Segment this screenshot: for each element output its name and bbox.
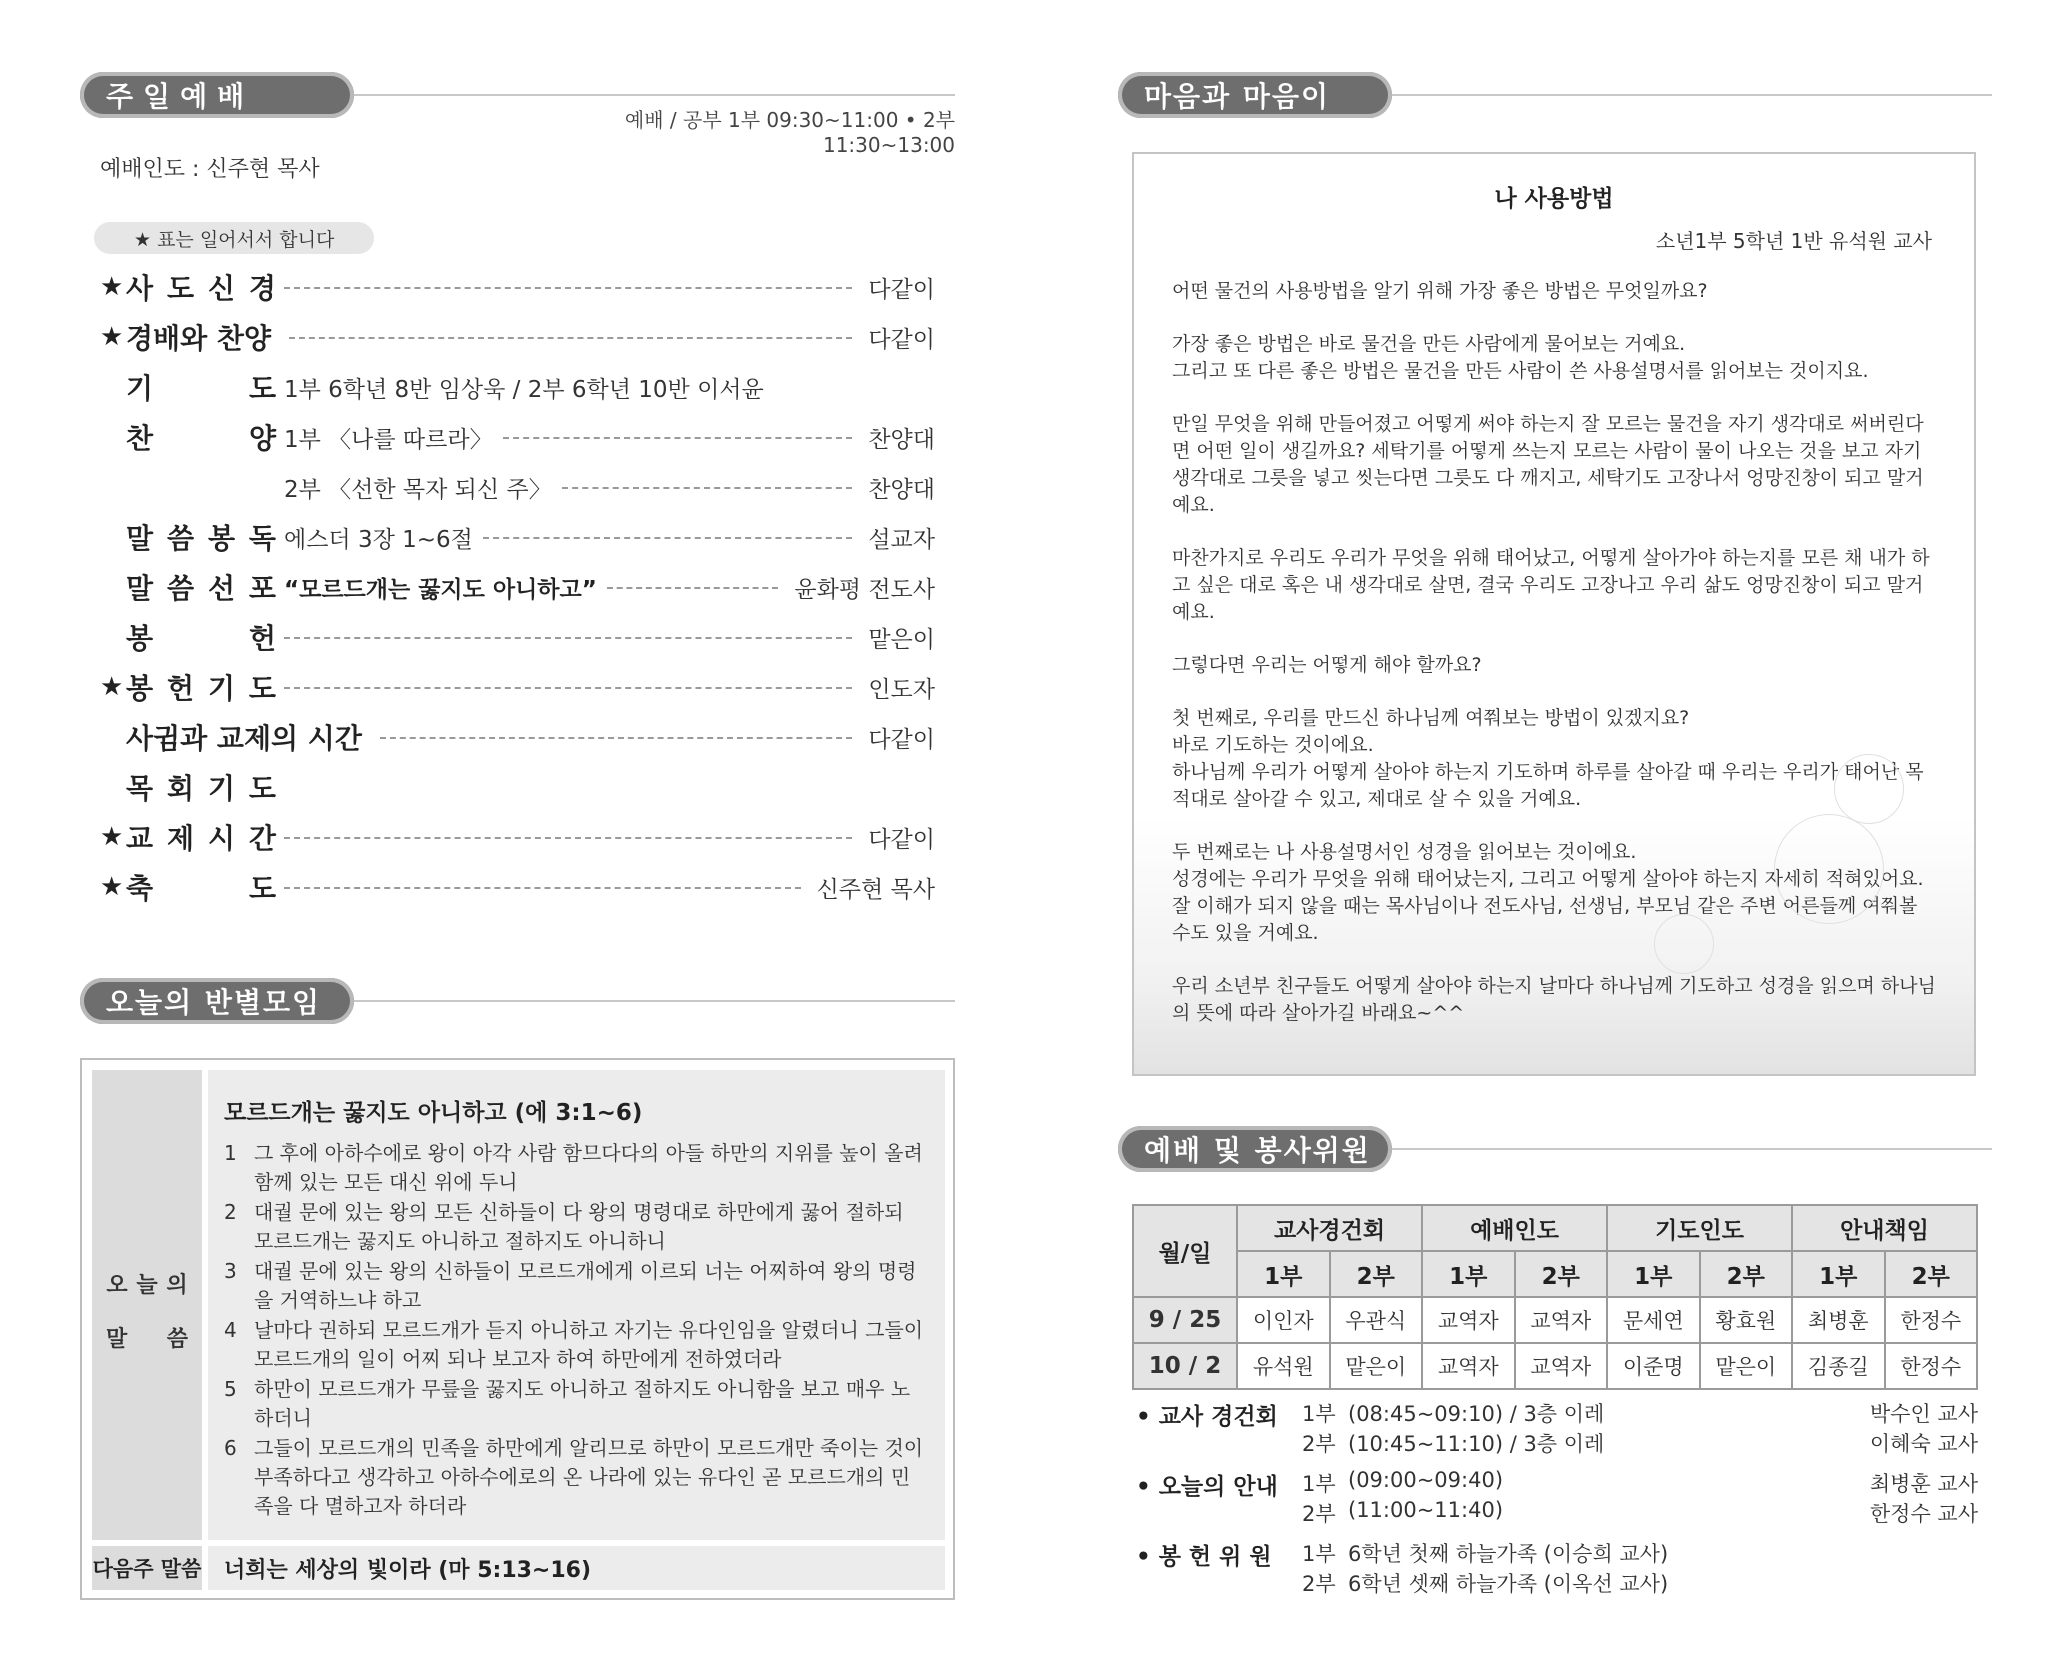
table-header-row (1133, 1205, 1977, 1251)
devotion-article (1132, 152, 1976, 1076)
worship-order-person: 인도자 (856, 671, 935, 704)
name-cell: 이준명 (1607, 1343, 1700, 1389)
note-spacer (1136, 1528, 1978, 1538)
name-char: 헌 (166, 672, 195, 705)
note-label: • 오늘의 안내 (1136, 1474, 1278, 1500)
worship-order-name (126, 567, 276, 607)
name-char: 축 (126, 872, 154, 905)
worship-order-row (100, 662, 935, 712)
devotion-paragraph: 가장 좋은 방법은 바로 물건을 만든 사람에게 물어보는 거예요. 그리고 또 다른 좋은 방법은 물건을 만든 사람이 쓴 사용설명서를 읽어보는 것이지요. (1172, 333, 1869, 382)
worship-order-name (126, 367, 276, 407)
name-cell: 맡은이 (1700, 1343, 1793, 1389)
group-header: 교사경건회 (1237, 1205, 1422, 1251)
note-row (1136, 1468, 1978, 1498)
dotted-leader (607, 587, 778, 589)
devotion-author: 소년1부 5학년 1반 유석원 교사 (1655, 229, 1932, 253)
devotion-title: 나 사용방법 (1494, 186, 1614, 212)
name-cell: 맡은이 (1330, 1343, 1423, 1389)
name-cell: 황효원 (1700, 1297, 1793, 1343)
divider (354, 94, 955, 96)
name-cell: 유석원 (1237, 1343, 1330, 1389)
worship-order-name (126, 517, 276, 557)
table-row (1133, 1343, 1977, 1389)
flower-decoration-icon (1774, 814, 1884, 924)
note-label: • 봉 헌 위 원 (1136, 1544, 1272, 1570)
note-detail: 6학년 첫째 하늘가족 (이승희 교사) (1348, 1542, 1669, 1566)
stand-note-badge: ★ 표는 일어서서 합니다 (94, 222, 374, 254)
worship-order-name (126, 817, 276, 857)
note-detail: (11:00~11:40) (1348, 1498, 1504, 1522)
verse-item (224, 1139, 929, 1197)
volunteers-section-title: 예배 및 봉사위원 (1118, 1126, 1392, 1172)
worship-order-row (100, 262, 935, 312)
worship-order-person: 다같이 (856, 721, 935, 754)
label-char: 말 (106, 1327, 128, 1352)
name-char: 간 (248, 822, 276, 855)
name-char: 도 (248, 872, 276, 905)
worship-order-name: 경배와 찬양 (126, 322, 271, 355)
note-row (1136, 1398, 1978, 1428)
verse-item (224, 1198, 929, 1256)
note-part: 2부 (1302, 1502, 1336, 1526)
devotion-paragraph: 우리 소년부 친구들도 어떻게 살아야 하는지 날마다 하나님께 기도하고 성경을 읽으며 하나님의 뜻에 따라 살아가길 바래요~^^ (1172, 975, 1936, 1024)
next-week-label: 다음주 말씀 (92, 1546, 202, 1590)
worship-order-person: 다같이 (856, 271, 935, 304)
dotted-leader (380, 737, 852, 739)
note-spacer (1136, 1598, 1978, 1608)
dotted-leader (483, 537, 852, 539)
part-header: 2부 (1885, 1251, 1978, 1297)
dotted-leader (284, 837, 852, 839)
worship-order-person: 맡은이 (856, 621, 935, 654)
worship-order-person: 설교자 (856, 521, 935, 554)
star-icon: ★ (100, 872, 124, 902)
worship-order-person: 다같이 (856, 821, 935, 854)
worship-order-person: 찬양대 (856, 471, 935, 504)
note-person: 박수인 교사 (1869, 1402, 1978, 1426)
next-week-passage: 너희는 세상의 빛이라 (마 5:13~16) (208, 1546, 945, 1590)
note-row (1136, 1428, 1978, 1458)
note-detail: 6학년 셋째 하늘가족 (이옥선 교사) (1348, 1572, 1669, 1596)
name-char: 교 (126, 822, 154, 855)
dotted-leader (562, 487, 852, 489)
note-spacer (1136, 1458, 1978, 1468)
worship-order-desc: 2부 〈선한 목자 되신 주〉 (284, 471, 562, 504)
note-label: • 교사 경건회 (1136, 1404, 1278, 1430)
name-char: 목 (126, 772, 154, 805)
name-cell: 교역자 (1422, 1343, 1515, 1389)
dotted-leader (289, 337, 852, 339)
name-char: 봉 (126, 622, 154, 655)
verse-text: 그 후에 아하수에로 왕이 아각 사람 함므다다의 아들 하만의 지위를 높이 올려 함께 있는 모든 대신 위에 두니 (254, 1141, 923, 1194)
verse-text: 날마다 권하되 모르드개가 듣지 아니하고 자기는 유다인임을 알렸더니 그들이 모르드개의 일이 어찌 되나 보고자 하여 하만에게 전하였더라 (254, 1318, 924, 1371)
note-person: 최병훈 교사 (1869, 1472, 1978, 1496)
name-char: 사 (126, 272, 154, 305)
worship-order-row (100, 762, 935, 812)
part-header: 2부 (1330, 1251, 1423, 1297)
verse-number: 3 (224, 1259, 237, 1283)
name-cell: 한정수 (1885, 1343, 1978, 1389)
name-char: 양 (248, 422, 276, 455)
note-row (1136, 1538, 1978, 1568)
dotted-leader (284, 637, 852, 639)
name-char: 회 (166, 772, 195, 805)
worship-order-row (100, 612, 935, 662)
part-header: 1부 (1792, 1251, 1885, 1297)
label-char: 늘 (136, 1273, 158, 1298)
label-char: 씀 (166, 1327, 188, 1352)
name-cell: 우관식 (1330, 1297, 1423, 1343)
devotion-paragraph: 마찬가지로 우리도 우리가 무엇을 위해 태어났고, 어떻게 살아가야 하는지를 모른 채 내가 하고 싶은 대로 혹은 내 생각대로 살면, 결국 우리도 고장나고 우리 삶도 엉망진창이 되고 말거예요. (1172, 547, 1930, 623)
verse-item (224, 1257, 929, 1315)
devotion-paragraph: 어떤 물건의 사용방법을 알기 위해 가장 좋은 방법은 무엇일까요? (1172, 280, 1708, 302)
group-section-title: 오늘의 반별모임 (80, 978, 354, 1024)
name-cell: 교역자 (1515, 1343, 1608, 1389)
name-char: 도 (248, 672, 276, 705)
flower-decoration-icon (1654, 914, 1714, 974)
verse-text: 그들이 모르드개의 민족을 하만에게 알리므로 하만이 모르드개만 죽이는 것이 부족하다고 생각하고 아하수에로의 온 나라에 있는 유다인 곧 모르드개의 민족을 다 멸하고자 하더라 (254, 1436, 924, 1518)
note-detail: (10:45~11:10) / 3층 이레 (1348, 1432, 1605, 1456)
worship-order-row (100, 512, 935, 562)
name-char: 경 (248, 272, 276, 305)
word-label-line-2 (92, 1322, 202, 1353)
date-cell: 10 / 2 (1133, 1343, 1237, 1389)
note-detail: (08:45~09:10) / 3층 이레 (1348, 1402, 1605, 1426)
devotion-section-header (1118, 72, 1992, 118)
name-cell: 한정수 (1885, 1297, 1978, 1343)
group-header: 안내책임 (1792, 1205, 1977, 1251)
verse-number: 4 (224, 1318, 237, 1342)
note-part: 1부 (1302, 1542, 1336, 1566)
passage-title: 모르드개는 꿇지도 아니하고 (에 3:1~6) (224, 1100, 643, 1126)
name-char: 헌 (248, 622, 276, 655)
verse-item (224, 1375, 929, 1433)
part-header: 1부 (1607, 1251, 1700, 1297)
flower-decoration-icon (1834, 754, 1904, 824)
worship-order-name: 사귐과 교제의 시간 (126, 722, 362, 755)
divider (354, 1000, 955, 1002)
todays-word-box (80, 1058, 955, 1600)
table-subheader-row (1133, 1251, 1977, 1297)
verse-number: 1 (224, 1141, 237, 1165)
dotted-leader (503, 437, 852, 439)
group-header: 기도인도 (1607, 1205, 1792, 1251)
worship-order-name (126, 867, 276, 907)
worship-order-row (100, 362, 935, 412)
name-char: 말 (126, 572, 154, 605)
devotion-paragraph: 그렇다면 우리는 어떻게 해야 할까요? (1172, 654, 1482, 676)
volunteer-notes (1136, 1398, 1978, 1608)
date-header: 월/일 (1133, 1205, 1237, 1297)
todays-word-label (92, 1070, 202, 1540)
worship-section-title: 주일예배 (80, 72, 354, 118)
part-header: 1부 (1237, 1251, 1330, 1297)
group-header: 예배인도 (1422, 1205, 1607, 1251)
verse-item (224, 1434, 929, 1521)
verse-number: 5 (224, 1377, 237, 1401)
worship-order-name (126, 767, 276, 807)
note-part: 1부 (1302, 1402, 1336, 1426)
verse-text: 대궐 문에 있는 왕의 모든 신하들이 다 왕의 명령대로 하만에게 꿇어 절하되 모르드개는 꿇지도 아니하고 절하지도 아니하니 (254, 1200, 904, 1253)
star-icon: ★ (100, 672, 124, 702)
note-part: 2부 (1302, 1572, 1336, 1596)
label-char: 오 (106, 1273, 128, 1298)
dotted-leader (284, 687, 852, 689)
verse-number: 6 (224, 1436, 237, 1460)
worship-times: 예배 / 공부 1부 09:30~11:00 • 2부 11:30~13:00 (624, 108, 955, 157)
note-detail: (09:00~09:40) (1348, 1468, 1504, 1492)
worship-order-name (126, 667, 276, 707)
verse-list (224, 1139, 929, 1521)
name-char: 찬 (126, 422, 154, 455)
volunteer-schedule-table (1132, 1204, 1978, 1390)
devotion-paragraph: 첫 번째로, 우리를 만드신 하나님께 여쭤보는 방법이 있겠지요? 바로 기도하는 것이에요. 하나님께 우리가 어떻게 살아야 하는지 기도하며 하루를 살아갈 때 우리는 우리가 태어난 목적대로 살아갈 수 있고, 제대로 살 수 있을 거예요. (1172, 707, 1924, 810)
worship-order-desc: 1부 〈나를 따르라〉 (284, 421, 503, 454)
word-label-line-1 (92, 1268, 202, 1299)
name-char: 기 (126, 372, 154, 405)
name-cell: 문세연 (1607, 1297, 1700, 1343)
worship-order-row (100, 312, 935, 362)
name-cell: 이인자 (1237, 1297, 1330, 1343)
note-part: 2부 (1302, 1432, 1336, 1456)
worship-order-name (126, 417, 276, 457)
order-of-worship (100, 262, 935, 912)
table-row (1133, 1297, 1977, 1343)
verse-text: 대궐 문에 있는 왕의 신하들이 모르드개에게 이르되 너는 어찌하여 왕의 명령을 거역하느냐 하고 (254, 1259, 917, 1312)
part-header: 2부 (1515, 1251, 1608, 1297)
part-header: 1부 (1422, 1251, 1515, 1297)
worship-order-person: 윤화평 전도사 (782, 571, 935, 604)
worship-order-row (100, 562, 935, 612)
devotion-section-title: 마음과 마음이 (1118, 72, 1392, 118)
name-char: 도 (248, 372, 276, 405)
worship-order-desc: 에스더 3장 1~6절 (284, 521, 483, 554)
devotion-paragraph: 만일 무엇을 위해 만들어졌고 어떻게 써야 하는지 잘 모르는 물건을 자기 생각대로 써버린다면 어떤 일이 생길까요? 세탁기를 어떻게 쓰는지 모르는 사람이 물이 나오는 것을 보고 자기 생각대로 그릇을 넣고 씻는다면 그릇도 다 깨지고, 세탁기도 고장나서 엉망진창이 되고 말거예요. (1172, 413, 1924, 516)
verse-item (224, 1316, 929, 1374)
volunteers-section-header (1118, 1126, 1992, 1172)
worship-order-person: 다같이 (856, 321, 935, 354)
part-header: 2부 (1700, 1251, 1793, 1297)
worship-order-name (126, 267, 276, 307)
label-char: 의 (166, 1273, 188, 1298)
divider (1392, 1148, 1992, 1150)
note-row (1136, 1498, 1978, 1528)
name-cell: 최병훈 (1792, 1297, 1885, 1343)
name-char: 씀 (166, 522, 195, 555)
name-char: 도 (166, 272, 195, 305)
name-char: 선 (207, 572, 235, 605)
worship-order-row (100, 462, 935, 512)
worship-order-row (100, 412, 935, 462)
star-icon: ★ (100, 272, 124, 302)
worship-order-row (100, 712, 935, 762)
name-char: 도 (248, 772, 276, 805)
dotted-leader (284, 287, 852, 289)
star-icon: ★ (100, 322, 124, 352)
name-char: 제 (166, 822, 195, 855)
worship-order-row (100, 862, 935, 912)
verse-number: 2 (224, 1200, 237, 1224)
name-char: 말 (126, 522, 154, 555)
name-cell: 교역자 (1515, 1297, 1608, 1343)
name-char: 신 (207, 272, 235, 305)
worship-order-desc: 1부 6학년 8반 임상욱 / 2부 6학년 10반 이서윤 (284, 371, 774, 404)
note-person: 한정수 교사 (1869, 1502, 1978, 1526)
scripture-passage (208, 1070, 945, 1540)
worship-order-name (126, 617, 276, 657)
worship-order-person: 신주현 목사 (805, 871, 935, 904)
verse-text: 하만이 모르드개가 무릎을 꿇지도 아니하고 절하지도 아니함을 보고 매우 노하더니 (254, 1377, 911, 1430)
date-cell: 9 / 25 (1133, 1297, 1237, 1343)
name-char: 기 (207, 772, 235, 805)
name-char: 씀 (166, 572, 195, 605)
worship-order-person: 찬양대 (856, 421, 935, 454)
dotted-leader (284, 887, 801, 889)
name-char: 봉 (126, 672, 154, 705)
name-char: 기 (207, 672, 235, 705)
worship-order-desc: “모르드개는 꿇지도 아니하고” (284, 571, 607, 604)
name-cell: 김종길 (1792, 1343, 1885, 1389)
name-char: 포 (248, 572, 276, 605)
name-char: 시 (207, 822, 235, 855)
name-cell: 교역자 (1422, 1297, 1515, 1343)
note-row (1136, 1568, 1978, 1598)
devotion-paragraph: 두 번째로는 나 사용설명서인 성경을 읽어보는 것이에요. 성경에는 우리가 무엇을 위해 태어났는지, 그리고 어떻게 살아야 하는지 자세히 적혀있어요. 잘 이해가 되지 않을 때는 목사님이나 전도사님, 선생님, 부모님 같은 주변 어른들께 여쭤볼 수도 있을 거예요. (1172, 841, 1924, 944)
group-section-header (80, 978, 955, 1024)
star-icon: ★ (100, 822, 124, 852)
note-part: 1부 (1302, 1472, 1336, 1496)
name-char: 독 (248, 522, 276, 555)
divider (1392, 94, 1992, 96)
worship-leader: 예배인도 : 신주현 목사 (100, 157, 320, 182)
name-char: 봉 (207, 522, 235, 555)
note-person: 이혜숙 교사 (1869, 1432, 1978, 1456)
worship-order-row (100, 812, 935, 862)
